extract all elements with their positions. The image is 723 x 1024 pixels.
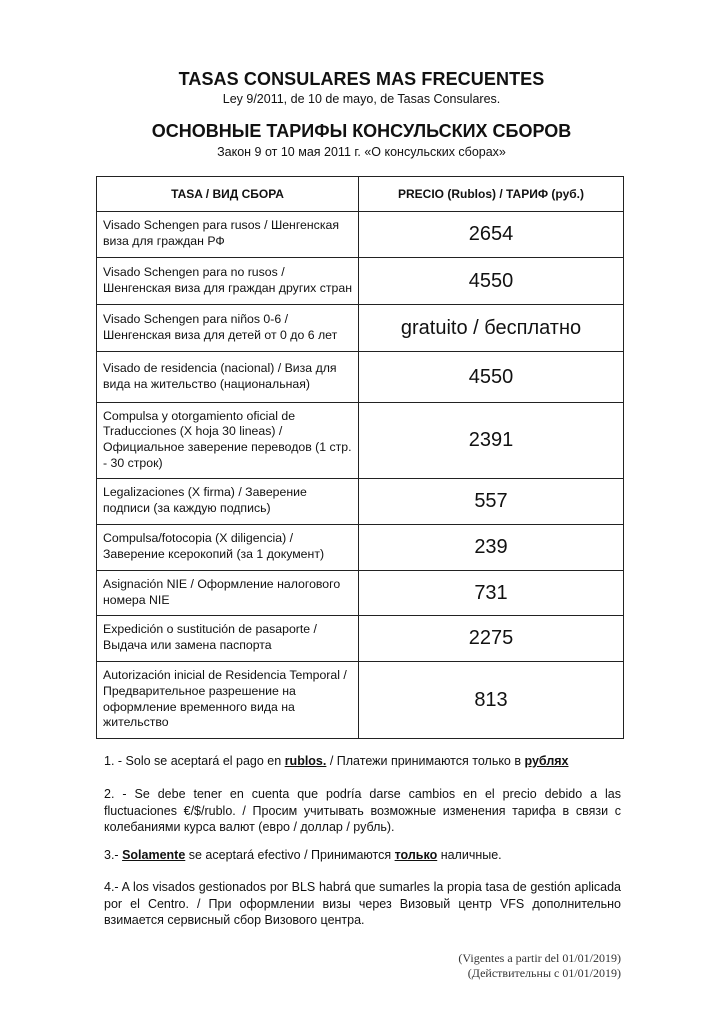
table-row — [97, 305, 624, 352]
fee-price: 4550 — [359, 352, 624, 403]
subtitle-spanish: Ley 9/2011, de 10 de mayo, de Tasas Consulares. — [222, 92, 501, 106]
note-3-emphasis-ru: только — [394, 848, 438, 862]
note-3: 3.- Solamente se aceptará efectivo / Принимаются только наличные. — [104, 848, 502, 862]
fee-price: 731 — [359, 571, 624, 616]
note-1: 1. - Solo se aceptará el pago en rublos. / Платежи принимаются только в рублях — [104, 754, 569, 768]
fee-description: Compulsa/fotocopia (X diligencia) / Заверение ксерокопий (за 1 документ) — [97, 525, 359, 571]
fee-price: 813 — [359, 662, 624, 739]
table-row — [97, 479, 624, 525]
fee-description: Expedición o sustitución de pasaporte / Выдача или замена паспорта — [97, 616, 359, 662]
note-1-emphasis-rubles-ru: рублях — [524, 754, 569, 768]
title-russian: ОСНОВНЫЕ ТАРИФЫ КОНСУЛЬСКИХ СБОРОВ — [151, 121, 572, 141]
table-row — [97, 258, 624, 305]
subtitle-russian: Закон 9 от 10 мая 2011 г. «О консульских сборах» — [217, 145, 506, 159]
table-row — [97, 352, 624, 403]
fee-price: 2391 — [359, 403, 624, 479]
column-header-price: PRECIO (Rublos) / ТАРИФ (руб.) — [359, 177, 624, 212]
fee-price: 4550 — [359, 258, 624, 305]
note-2: 2. - Se debe tener en cuenta que podría darse cambios en el precio debido a las fluctuaciones €/$/rublo. / Просим учитывать возможные изменения тарифа в связи с колебаниями курса валют (евро / доллар / рубль). — [104, 787, 621, 834]
fee-description: Compulsa y otorgamiento oficial de Traducciones (X hoja 30 lineas) / Официальное заверение переводов (1 стр. - 30 строк) — [97, 403, 359, 479]
table-row — [97, 571, 624, 616]
fee-price: 2275 — [359, 616, 624, 662]
fee-description: Visado Schengen para niños 0-6 / Шенгенская виза для детей от 0 до 6 лет — [97, 305, 359, 352]
fee-price: 557 — [359, 479, 624, 525]
fee-description: Visado de residencia (nacional) / Виза для вида на жительство (национальная) — [97, 352, 359, 403]
validity-russian: (Действительны с 01/01/2019) — [467, 966, 621, 980]
fee-description: Visado Schengen para rusos / Шенгенская виза для граждан РФ — [97, 212, 359, 258]
table-row — [97, 525, 624, 571]
validity-spanish: (Vigentes a partir del 01/01/2019) — [458, 951, 621, 965]
table-header-row — [97, 177, 624, 212]
table-row — [97, 662, 624, 739]
fee-description: Autorización inicial de Residencia Temporal / Предварительное разрешение на оформление временного вида на жительство — [97, 662, 359, 739]
fee-description: Visado Schengen para no rusos / Шенгенская виза для граждан других стран — [97, 258, 359, 305]
fee-price: 239 — [359, 525, 624, 571]
table-row — [97, 212, 624, 258]
fees-table — [96, 176, 624, 739]
fee-description: Legalizaciones (X firma) / Заверение подписи (за каждую подпись) — [97, 479, 359, 525]
note-4: 4.- A los visados gestionados por BLS habrá que sumarles la propia tasa de gestión aplicada por el Centro. / При оформлении визы через Визовый центр VFS дополнительно взимается сервисный сбор Визового центра. — [104, 880, 621, 927]
table-row — [97, 403, 624, 479]
note-1-emphasis-rubles-es: rublos. — [284, 754, 327, 768]
fee-price: 2654 — [359, 212, 624, 258]
table-row — [97, 616, 624, 662]
title-spanish: TASAS CONSULARES MAS FRECUENTES — [178, 69, 545, 89]
fee-price: gratuito / бесплатно — [359, 305, 624, 352]
column-header-fee: TASA / ВИД СБОРА — [97, 177, 359, 212]
note-3-emphasis-es: Solamente — [122, 848, 186, 862]
fee-description: Asignación NIE / Оформление налогового номера NIE — [97, 571, 359, 616]
validity-note — [458, 951, 621, 981]
